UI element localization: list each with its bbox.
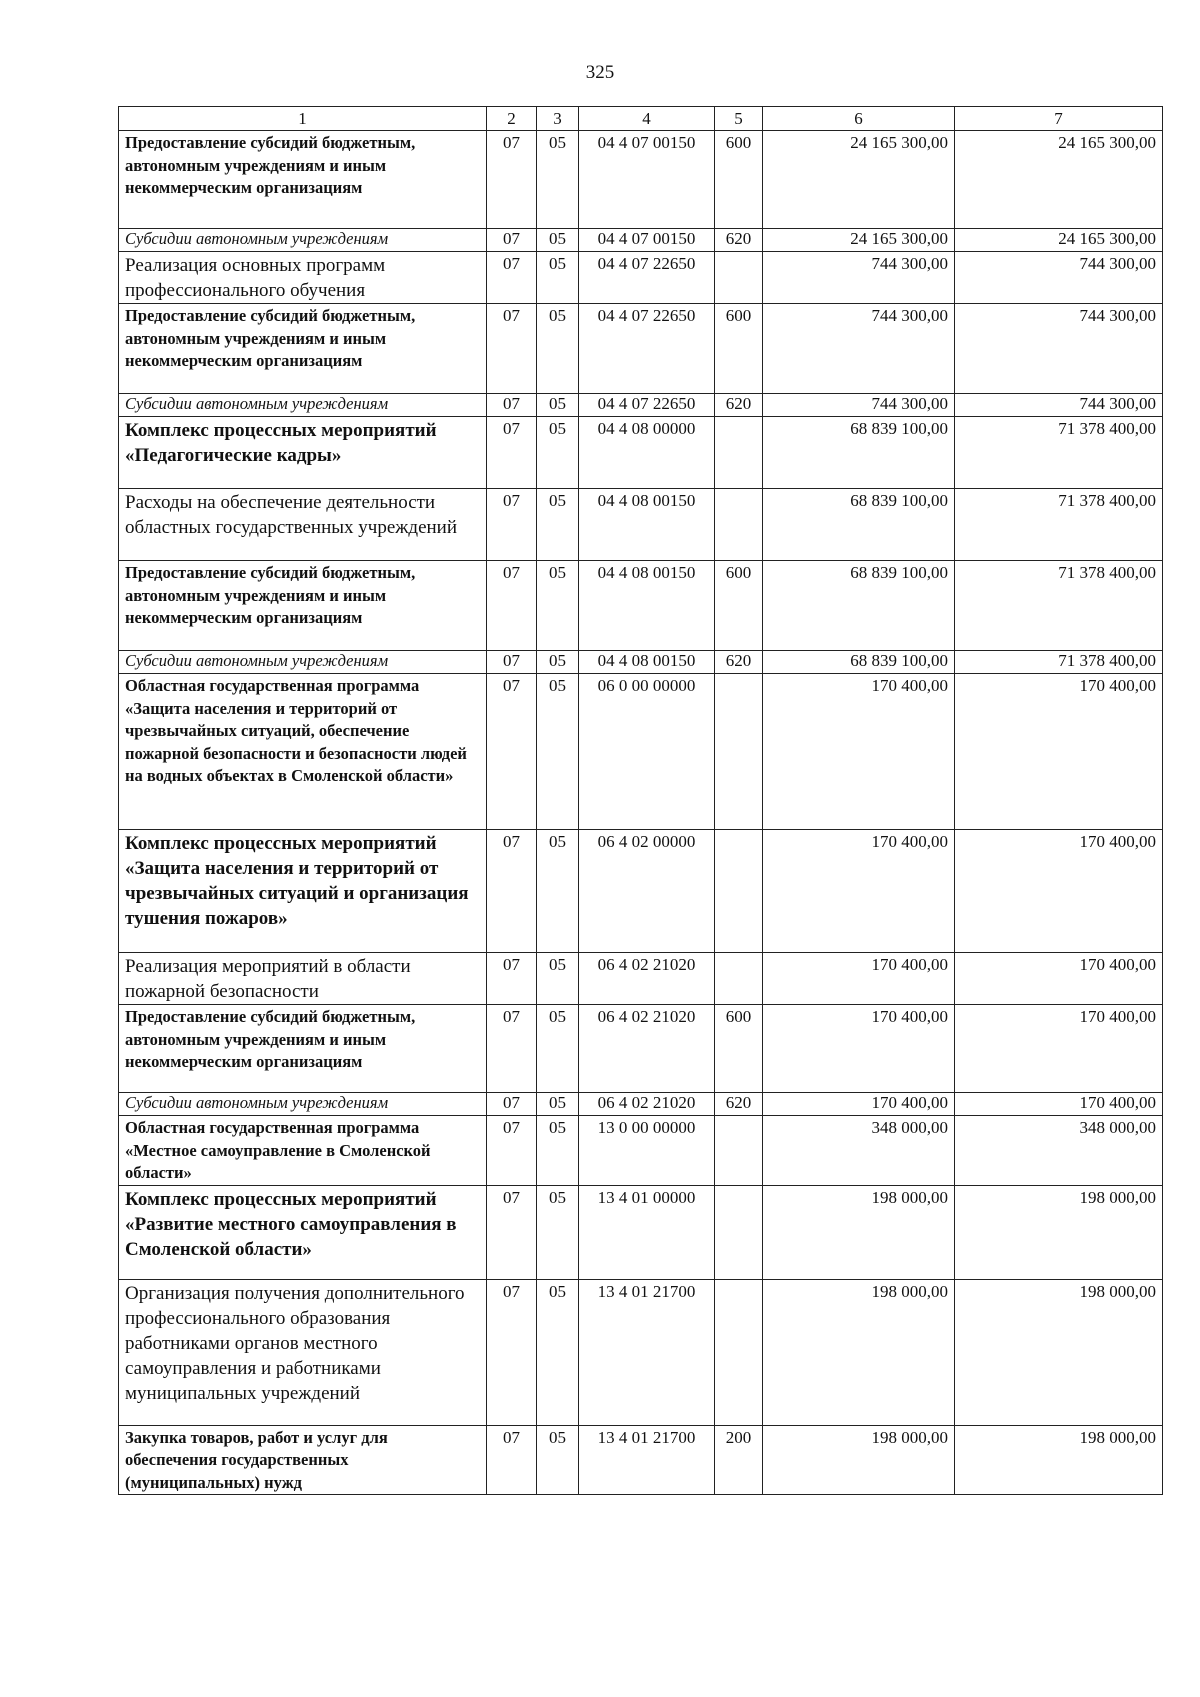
- column-header: 5: [715, 107, 763, 131]
- amount-year-2: 198 000,00: [955, 1425, 1163, 1495]
- table-row: [119, 1005, 1163, 1093]
- subsection-code: 05: [537, 417, 579, 489]
- expense-type-code: 600: [715, 1005, 763, 1093]
- column-header: 6: [763, 107, 955, 131]
- table-row: [119, 229, 1163, 252]
- amount-year-1: 348 000,00: [763, 1116, 955, 1186]
- header-row: [119, 107, 1163, 131]
- item-name: Субсидии автономным учреждениям: [119, 229, 487, 252]
- item-name: Предоставление субсидий бюджетным, автономным учреждениям и иным некоммерческим организациям: [119, 304, 487, 394]
- amount-year-1: 198 000,00: [763, 1185, 955, 1279]
- amount-year-1: 744 300,00: [763, 252, 955, 304]
- amount-year-1: 198 000,00: [763, 1425, 955, 1495]
- amount-year-1: 170 400,00: [763, 953, 955, 1005]
- amount-year-1: 68 839 100,00: [763, 651, 955, 674]
- amount-year-2: 348 000,00: [955, 1116, 1163, 1186]
- amount-year-2: 24 165 300,00: [955, 229, 1163, 252]
- target-article-code: 06 4 02 00000: [579, 830, 715, 953]
- table-row: [119, 953, 1163, 1005]
- subsection-code: 05: [537, 674, 579, 830]
- table-row: [119, 1279, 1163, 1425]
- table-row: [119, 1116, 1163, 1186]
- table-row: [119, 131, 1163, 229]
- amount-year-1: 170 400,00: [763, 674, 955, 830]
- amount-year-2: 71 378 400,00: [955, 561, 1163, 651]
- target-article-code: 04 4 08 00150: [579, 651, 715, 674]
- expense-type-code: 600: [715, 304, 763, 394]
- target-article-code: 04 4 08 00000: [579, 417, 715, 489]
- target-article-code: 06 4 02 21020: [579, 1005, 715, 1093]
- section-code: 07: [487, 674, 537, 830]
- subsection-code: 05: [537, 131, 579, 229]
- item-name: Предоставление субсидий бюджетным, автономным учреждениям и иным некоммерческим организациям: [119, 561, 487, 651]
- subsection-code: 05: [537, 651, 579, 674]
- table-row: [119, 674, 1163, 830]
- target-article-code: 04 4 07 22650: [579, 394, 715, 417]
- amount-year-2: 71 378 400,00: [955, 417, 1163, 489]
- section-code: 07: [487, 489, 537, 561]
- item-name: Расходы на обеспечение деятельности областных государственных учреждений: [119, 489, 487, 561]
- item-name: Субсидии автономным учреждениям: [119, 651, 487, 674]
- amount-year-2: 170 400,00: [955, 830, 1163, 953]
- amount-year-2: 170 400,00: [955, 1093, 1163, 1116]
- target-article-code: 06 4 02 21020: [579, 953, 715, 1005]
- column-header: 2: [487, 107, 537, 131]
- item-name: Предоставление субсидий бюджетным, автономным учреждениям и иным некоммерческим организациям: [119, 1005, 487, 1093]
- column-header: 7: [955, 107, 1163, 131]
- expense-type-code: 200: [715, 1425, 763, 1495]
- target-article-code: 04 4 07 22650: [579, 252, 715, 304]
- amount-year-1: 24 165 300,00: [763, 131, 955, 229]
- subsection-code: 05: [537, 1279, 579, 1425]
- amount-year-1: 24 165 300,00: [763, 229, 955, 252]
- target-article-code: 04 4 08 00150: [579, 489, 715, 561]
- amount-year-1: 170 400,00: [763, 1093, 955, 1116]
- expense-type-code: [715, 252, 763, 304]
- expense-type-code: [715, 489, 763, 561]
- expense-type-code: 620: [715, 1093, 763, 1116]
- column-header: 3: [537, 107, 579, 131]
- amount-year-2: 170 400,00: [955, 953, 1163, 1005]
- amount-year-2: 71 378 400,00: [955, 489, 1163, 561]
- subsection-code: 05: [537, 830, 579, 953]
- target-article-code: 13 0 00 00000: [579, 1116, 715, 1186]
- section-code: 07: [487, 1425, 537, 1495]
- subsection-code: 05: [537, 953, 579, 1005]
- item-name: Субсидии автономным учреждениям: [119, 1093, 487, 1116]
- column-header: 4: [579, 107, 715, 131]
- target-article-code: 04 4 07 22650: [579, 304, 715, 394]
- table-row: [119, 830, 1163, 953]
- target-article-code: 13 4 01 00000: [579, 1185, 715, 1279]
- amount-year-2: 198 000,00: [955, 1279, 1163, 1425]
- item-name: Комплекс процессных мероприятий «Развитие местного самоуправления в Смоленской области»: [119, 1185, 487, 1279]
- expense-type-code: 600: [715, 561, 763, 651]
- amount-year-2: 71 378 400,00: [955, 651, 1163, 674]
- section-code: 07: [487, 1005, 537, 1093]
- subsection-code: 05: [537, 304, 579, 394]
- target-article-code: 04 4 08 00150: [579, 561, 715, 651]
- amount-year-1: 198 000,00: [763, 1279, 955, 1425]
- item-name: Субсидии автономным учреждениям: [119, 394, 487, 417]
- subsection-code: 05: [537, 1005, 579, 1093]
- target-article-code: 06 4 02 21020: [579, 1093, 715, 1116]
- table-row: [119, 1185, 1163, 1279]
- item-name: Реализация основных программ профессионального обучения: [119, 252, 487, 304]
- table-row: [119, 1425, 1163, 1495]
- expense-type-code: 620: [715, 229, 763, 252]
- target-article-code: 06 0 00 00000: [579, 674, 715, 830]
- section-code: 07: [487, 1279, 537, 1425]
- item-name: Реализация мероприятий в области пожарной безопасности: [119, 953, 487, 1005]
- amount-year-1: 68 839 100,00: [763, 417, 955, 489]
- expense-type-code: [715, 417, 763, 489]
- section-code: 07: [487, 252, 537, 304]
- subsection-code: 05: [537, 252, 579, 304]
- amount-year-1: 744 300,00: [763, 304, 955, 394]
- section-code: 07: [487, 1093, 537, 1116]
- section-code: 07: [487, 830, 537, 953]
- table-row: [119, 1093, 1163, 1116]
- expense-type-code: [715, 1185, 763, 1279]
- amount-year-1: 68 839 100,00: [763, 489, 955, 561]
- budget-table: [118, 106, 1163, 1495]
- amount-year-2: 170 400,00: [955, 674, 1163, 830]
- amount-year-2: 744 300,00: [955, 304, 1163, 394]
- table-row: [119, 304, 1163, 394]
- amount-year-2: 198 000,00: [955, 1185, 1163, 1279]
- section-code: 07: [487, 394, 537, 417]
- page-number: 325: [585, 62, 615, 83]
- amount-year-1: 170 400,00: [763, 1005, 955, 1093]
- amount-year-2: 24 165 300,00: [955, 131, 1163, 229]
- table-row: [119, 394, 1163, 417]
- item-name: Комплекс процессных мероприятий «Педагогические кадры»: [119, 417, 487, 489]
- subsection-code: 05: [537, 1093, 579, 1116]
- table-row: [119, 489, 1163, 561]
- section-code: 07: [487, 1185, 537, 1279]
- section-code: 07: [487, 953, 537, 1005]
- section-code: 07: [487, 131, 537, 229]
- section-code: 07: [487, 229, 537, 252]
- item-name: Предоставление субсидий бюджетным, автономным учреждениям и иным некоммерческим организациям: [119, 131, 487, 229]
- expense-type-code: [715, 674, 763, 830]
- column-header: 1: [119, 107, 487, 131]
- target-article-code: 13 4 01 21700: [579, 1279, 715, 1425]
- item-name: Областная государственная программа «Защита населения и территорий от чрезвычайных ситуаций, обеспечение пожарной безопасности и безопасности людей на водных объектах в Смоленской области»: [119, 674, 487, 830]
- section-code: 07: [487, 417, 537, 489]
- subsection-code: 05: [537, 489, 579, 561]
- subsection-code: 05: [537, 1116, 579, 1186]
- target-article-code: 04 4 07 00150: [579, 131, 715, 229]
- item-name: Областная государственная программа «Местное самоуправление в Смоленской области»: [119, 1116, 487, 1186]
- target-article-code: 13 4 01 21700: [579, 1425, 715, 1495]
- section-code: 07: [487, 304, 537, 394]
- expense-type-code: 600: [715, 131, 763, 229]
- expense-type-code: 620: [715, 651, 763, 674]
- section-code: 07: [487, 651, 537, 674]
- subsection-code: 05: [537, 561, 579, 651]
- item-name: Закупка товаров, работ и услуг для обеспечения государственных (муниципальных) нужд: [119, 1425, 487, 1495]
- expense-type-code: [715, 830, 763, 953]
- table-body: [119, 131, 1163, 1495]
- amount-year-1: 744 300,00: [763, 394, 955, 417]
- expense-type-code: [715, 1116, 763, 1186]
- expense-type-code: 620: [715, 394, 763, 417]
- amount-year-1: 170 400,00: [763, 830, 955, 953]
- amount-year-1: 68 839 100,00: [763, 561, 955, 651]
- table-row: [119, 252, 1163, 304]
- expense-type-code: [715, 953, 763, 1005]
- section-code: 07: [487, 1116, 537, 1186]
- section-code: 07: [487, 561, 537, 651]
- table-row: [119, 417, 1163, 489]
- subsection-code: 05: [537, 394, 579, 417]
- subsection-code: 05: [537, 229, 579, 252]
- expense-type-code: [715, 1279, 763, 1425]
- table-row: [119, 561, 1163, 651]
- amount-year-2: 744 300,00: [955, 394, 1163, 417]
- target-article-code: 04 4 07 00150: [579, 229, 715, 252]
- table-row: [119, 651, 1163, 674]
- subsection-code: 05: [537, 1185, 579, 1279]
- amount-year-2: 744 300,00: [955, 252, 1163, 304]
- amount-year-2: 170 400,00: [955, 1005, 1163, 1093]
- item-name: Комплекс процессных мероприятий «Защита населения и территорий от чрезвычайных ситуаций и организация тушения пожаров»: [119, 830, 487, 953]
- item-name: Организация получения дополнительного профессионального образования работниками органов местного самоуправления и работниками муниципальных учреждений: [119, 1279, 487, 1425]
- subsection-code: 05: [537, 1425, 579, 1495]
